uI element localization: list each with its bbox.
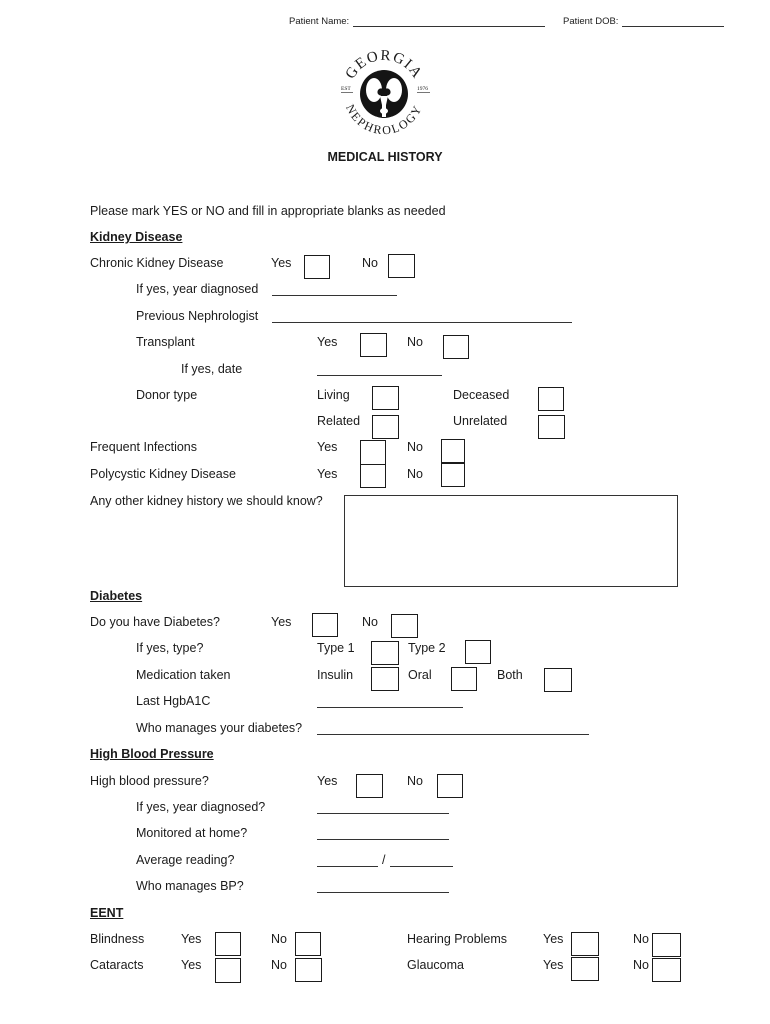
medication-insulin-label: Insulin xyxy=(317,668,354,682)
high-bp-yes-label: Yes xyxy=(317,774,338,788)
high-blood-pressure-heading: High Blood Pressure xyxy=(90,747,214,761)
average-reading-label: Average reading? xyxy=(136,853,235,867)
high-bp-yes-checkbox[interactable] xyxy=(356,774,383,798)
georgia-nephrology-logo xyxy=(330,40,440,140)
frequent-infections-yes-label: Yes xyxy=(317,440,338,454)
transplant-date-label: If yes, date xyxy=(181,362,243,376)
diabetes-manager-label: Who manages your diabetes? xyxy=(136,721,303,735)
blindness-yes-label: Yes xyxy=(181,932,202,946)
logo-year-text: 1976 xyxy=(417,86,428,92)
medication-label: Medication taken xyxy=(136,668,231,682)
cataracts-label: Cataracts xyxy=(90,958,144,972)
instructions-text: Please mark YES or NO and fill in appropriate blanks as needed xyxy=(90,204,446,218)
polycystic-no-label: No xyxy=(407,467,423,481)
blindness-no-label: No xyxy=(271,932,287,946)
ckd-label: Chronic Kidney Disease xyxy=(90,256,224,270)
hearing-problems-yes-checkbox[interactable] xyxy=(571,932,599,956)
donor-type-label: Donor type xyxy=(136,388,198,402)
donor-deceased-label: Deceased xyxy=(453,388,510,402)
ckd-yes-label: Yes xyxy=(271,256,292,270)
medication-insulin-checkbox[interactable] xyxy=(371,667,399,691)
blindness-no-checkbox[interactable] xyxy=(295,932,321,956)
glaucoma-no-checkbox[interactable] xyxy=(652,958,681,982)
last-hgba1c-field[interactable] xyxy=(317,694,463,708)
has-diabetes-yes-checkbox[interactable] xyxy=(312,613,338,637)
transplant-yes-label: Yes xyxy=(317,335,338,349)
has-diabetes-label: Do you have Diabetes? xyxy=(90,615,220,629)
frequent-infections-yes-checkbox[interactable] xyxy=(360,440,386,465)
hearing-problems-yes-label: Yes xyxy=(543,932,564,946)
donor-living-label: Living xyxy=(317,388,350,402)
bp-year-diagnosed-field[interactable] xyxy=(317,800,449,814)
hearing-problems-no-checkbox[interactable] xyxy=(652,933,681,957)
has-diabetes-no-checkbox[interactable] xyxy=(391,614,418,638)
cataracts-yes-checkbox[interactable] xyxy=(215,958,241,983)
other-kidney-history-field[interactable] xyxy=(344,495,678,587)
donor-living-checkbox[interactable] xyxy=(372,386,399,410)
donor-unrelated-label: Unrelated xyxy=(453,414,508,428)
eent-heading: EENT xyxy=(90,906,124,920)
medication-oral-label: Oral xyxy=(408,668,432,682)
has-diabetes-yes-label: Yes xyxy=(271,615,292,629)
average-reading-second-field[interactable] xyxy=(390,853,453,867)
monitored-at-home-label: Monitored at home? xyxy=(136,826,248,840)
type-2-checkbox[interactable] xyxy=(465,640,491,664)
logo-top-textpath: GEORGIA xyxy=(342,47,426,83)
type-1-checkbox[interactable] xyxy=(371,641,399,665)
blindness-yes-checkbox[interactable] xyxy=(215,932,241,956)
logo-bottom-textpath: NEPHROLOGY xyxy=(343,102,425,138)
hearing-problems-no-label: No xyxy=(633,932,649,946)
donor-related-label: Related xyxy=(317,414,361,428)
high-bp-no-checkbox[interactable] xyxy=(437,774,463,798)
type-2-label: Type 2 xyxy=(408,641,446,655)
blindness-label: Blindness xyxy=(90,932,145,946)
hearing-problems-label: Hearing Problems xyxy=(407,932,508,946)
ckd-no-checkbox[interactable] xyxy=(388,254,415,278)
kidney-disease-heading: Kidney Disease xyxy=(90,230,183,244)
donor-related-checkbox[interactable] xyxy=(372,415,399,439)
frequent-infections-no-label: No xyxy=(407,440,423,454)
frequent-infections-no-checkbox[interactable] xyxy=(441,439,465,463)
transplant-no-checkbox[interactable] xyxy=(443,335,469,359)
patient-dob-field[interactable] xyxy=(622,14,724,27)
polycystic-no-checkbox[interactable] xyxy=(441,463,465,487)
has-diabetes-no-label: No xyxy=(362,615,378,629)
frequent-infections-label: Frequent Infections xyxy=(90,440,198,454)
cataracts-no-label: No xyxy=(271,958,287,972)
average-reading-first-field[interactable] xyxy=(317,853,378,867)
glaucoma-yes-label: Yes xyxy=(543,958,564,972)
high-bp-no-label: No xyxy=(407,774,423,788)
ckd-no-label: No xyxy=(362,256,378,270)
bp-manager-label: Who manages BP? xyxy=(136,879,244,893)
medication-oral-checkbox[interactable] xyxy=(451,667,477,691)
glaucoma-yes-checkbox[interactable] xyxy=(571,957,599,981)
diabetes-manager-field[interactable] xyxy=(317,721,589,735)
diabetes-type-label: If yes, type? xyxy=(136,641,204,655)
diabetes-heading: Diabetes xyxy=(90,589,143,603)
patient-name-field[interactable] xyxy=(353,14,545,27)
type-1-label: Type 1 xyxy=(317,641,355,655)
transplant-label: Transplant xyxy=(136,335,195,349)
last-hgba1c-label: Last HgbA1C xyxy=(136,694,211,708)
monitored-at-home-field[interactable] xyxy=(317,826,449,840)
high-bp-label: High blood pressure? xyxy=(90,774,209,788)
other-kidney-history-label: Any other kidney history we should know? xyxy=(90,494,323,508)
polycystic-yes-checkbox[interactable] xyxy=(360,464,386,488)
bp-manager-field[interactable] xyxy=(317,879,449,893)
polycystic-label: Polycystic Kidney Disease xyxy=(90,467,236,481)
previous-nephrologist-label: Previous Nephrologist xyxy=(136,309,259,323)
medication-both-label: Both xyxy=(497,668,523,682)
ckd-yes-checkbox[interactable] xyxy=(304,255,330,279)
transplant-no-label: No xyxy=(407,335,423,349)
ckd-year-diagnosed-label: If yes, year diagnosed xyxy=(136,282,259,296)
cataracts-yes-label: Yes xyxy=(181,958,202,972)
previous-nephrologist-field[interactable] xyxy=(272,309,572,323)
donor-deceased-checkbox[interactable] xyxy=(538,387,564,411)
page-title: MEDICAL HISTORY xyxy=(327,150,443,164)
transplant-yes-checkbox[interactable] xyxy=(360,333,387,357)
polycystic-yes-label: Yes xyxy=(317,467,338,481)
donor-unrelated-checkbox[interactable] xyxy=(538,415,565,439)
logo-est-text: EST xyxy=(341,86,351,92)
ckd-year-diagnosed-field[interactable] xyxy=(272,282,397,296)
average-reading-separator: / xyxy=(382,853,386,867)
glaucoma-label: Glaucoma xyxy=(407,958,464,972)
cataracts-no-checkbox[interactable] xyxy=(295,958,322,982)
kidneys-icon xyxy=(360,70,408,118)
bp-year-diagnosed-label: If yes, year diagnosed? xyxy=(136,800,266,814)
patient-name-label: Patient Name: xyxy=(289,16,350,27)
transplant-date-field[interactable] xyxy=(317,362,442,376)
patient-dob-label: Patient DOB: xyxy=(563,16,619,27)
glaucoma-no-label: No xyxy=(633,958,649,972)
medication-both-checkbox[interactable] xyxy=(544,668,572,692)
